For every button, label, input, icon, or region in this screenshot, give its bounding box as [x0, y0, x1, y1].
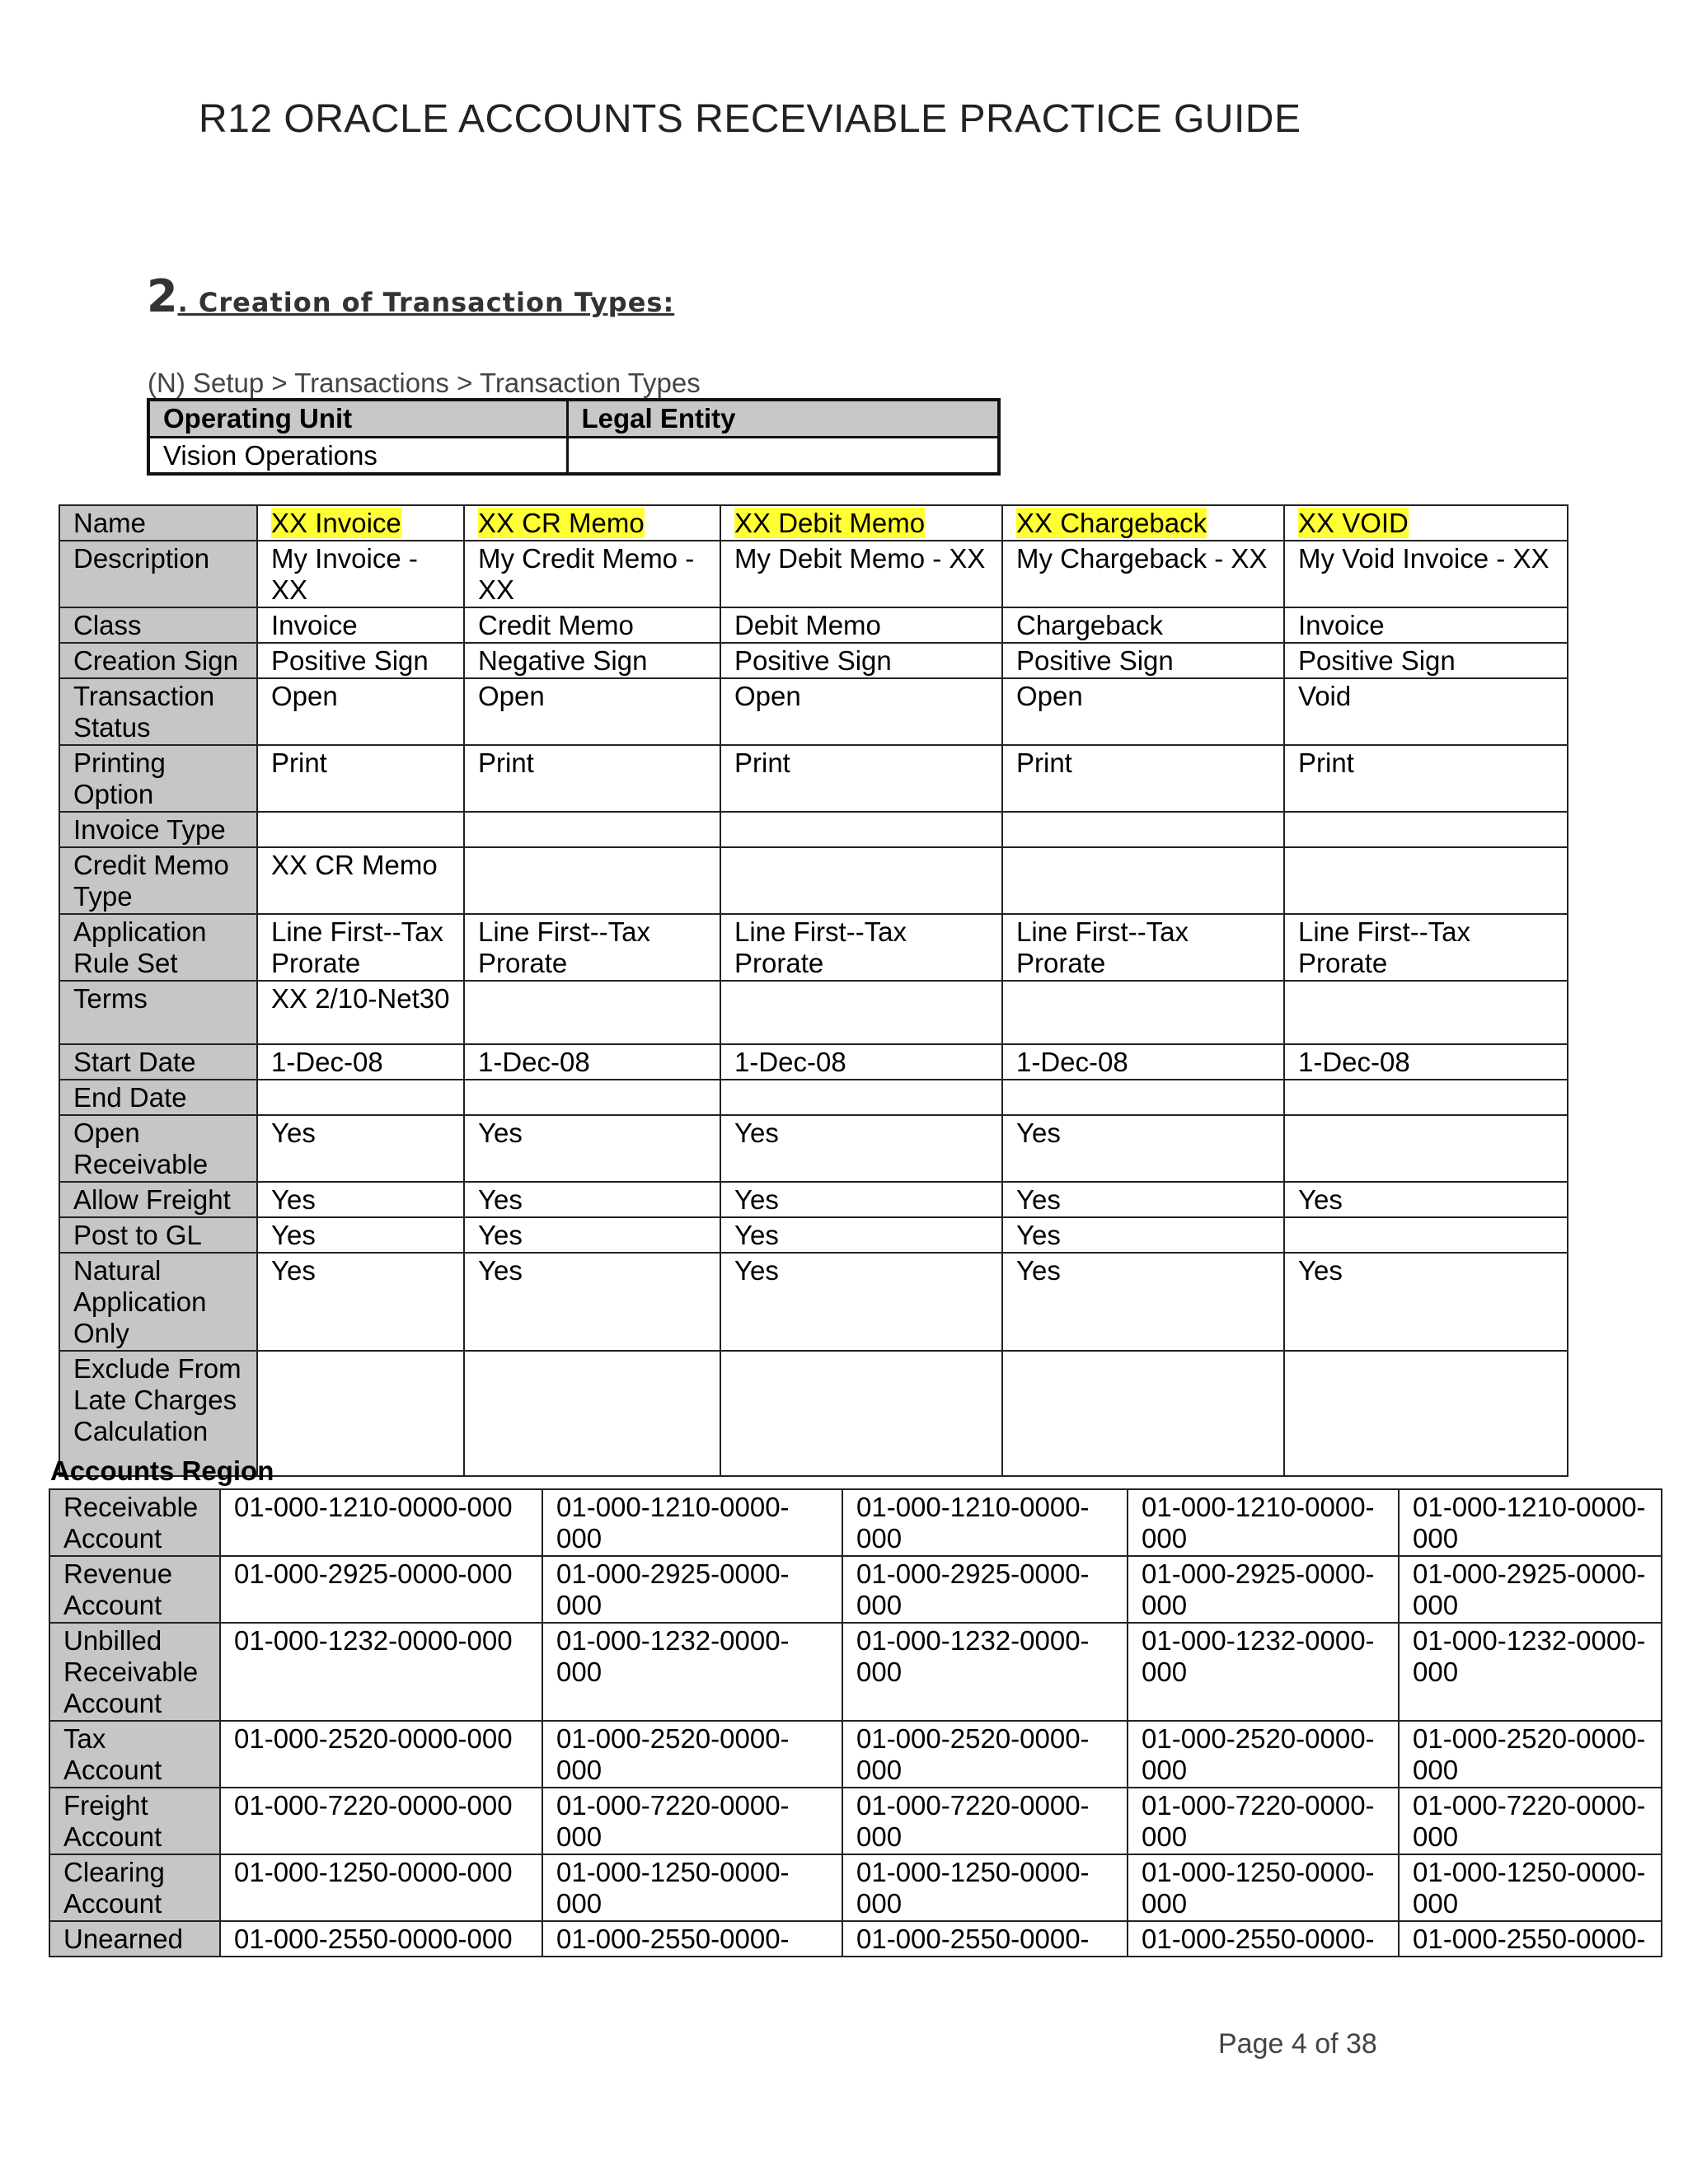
- cell: Chargeback: [1002, 607, 1284, 643]
- cell: Yes: [464, 1253, 720, 1351]
- row-label: Transaction Status: [59, 678, 257, 745]
- cell: Positive Sign: [720, 643, 1002, 678]
- transaction-type-row: [59, 812, 1568, 847]
- highlighted-name: XX Invoice: [271, 508, 401, 538]
- transaction-type-row: [59, 1044, 1568, 1080]
- cell: [720, 847, 1002, 914]
- cell: 01-000-2520-0000-000: [542, 1721, 842, 1788]
- row-label: End Date: [59, 1080, 257, 1115]
- cell: [1002, 812, 1284, 847]
- cell: Line First--Tax Prorate: [1284, 914, 1568, 981]
- cell: Line First--Tax Prorate: [257, 914, 464, 981]
- cell: Yes: [464, 1182, 720, 1217]
- cell: 01-000-1232-0000-000: [542, 1623, 842, 1721]
- cell: Yes: [464, 1115, 720, 1182]
- cell: 01-000-2925-0000-000: [220, 1556, 542, 1623]
- cell: 01-000-2520-0000-000: [220, 1721, 542, 1788]
- cell: 01-000-1210-0000-000: [842, 1489, 1128, 1556]
- transaction-type-row: [59, 643, 1568, 678]
- row-label: Credit Memo Type: [59, 847, 257, 914]
- row-label: Creation Sign: [59, 643, 257, 678]
- cell: Yes: [257, 1253, 464, 1351]
- cell: 01-000-1250-0000-000: [1128, 1854, 1399, 1921]
- cell: Yes: [720, 1115, 1002, 1182]
- cell: Yes: [1284, 1182, 1568, 1217]
- cell: Open: [1002, 678, 1284, 745]
- cell: 01-000-1250-0000-000: [1399, 1854, 1662, 1921]
- cell: 01-000-7220-0000-000: [542, 1788, 842, 1854]
- cell: [464, 981, 720, 1044]
- cell: Yes: [1002, 1182, 1284, 1217]
- cell: [464, 847, 720, 914]
- cell: Open: [720, 678, 1002, 745]
- cell: [1284, 981, 1568, 1044]
- cell: 01-000-1250-0000-000: [842, 1854, 1128, 1921]
- cell: XX 2/10-Net30: [257, 981, 464, 1044]
- cell: 01-000-1210-0000-000: [220, 1489, 542, 1556]
- cell: [257, 1080, 464, 1115]
- account-row: [49, 1788, 1662, 1854]
- row-label: Post to GL: [59, 1217, 257, 1253]
- transaction-type-row: [59, 1253, 1568, 1351]
- row-label: Receivable Account: [49, 1489, 220, 1556]
- cell: Line First--Tax Prorate: [720, 914, 1002, 981]
- cell: 01-000-1232-0000-000: [842, 1623, 1128, 1721]
- cell: 01-000-2925-0000-000: [1128, 1556, 1399, 1623]
- highlighted-name: XX CR Memo: [478, 508, 645, 538]
- account-row: [49, 1921, 1662, 1957]
- cell: Open: [464, 678, 720, 745]
- cell: 1-Dec-08: [720, 1044, 1002, 1080]
- accounts-region-label: Accounts Region: [50, 1455, 274, 1486]
- cell: 01-000-1232-0000-000: [1128, 1623, 1399, 1721]
- highlighted-name: XX Debit Memo: [734, 508, 926, 538]
- row-label: Unbilled Receivable Account: [49, 1623, 220, 1721]
- navigation-path: (N) Setup > Transactions > Transaction Types: [148, 368, 701, 398]
- cell: [1002, 981, 1284, 1044]
- cell: My Credit Memo - XX: [464, 541, 720, 607]
- highlighted-name: XX Chargeback: [1016, 508, 1207, 538]
- cell: 1-Dec-08: [1002, 1044, 1284, 1080]
- row-label: Allow Freight: [59, 1182, 257, 1217]
- cell: [464, 505, 720, 541]
- cell: Positive Sign: [257, 643, 464, 678]
- row-label: Clearing Account: [49, 1854, 220, 1921]
- cell: Positive Sign: [1002, 643, 1284, 678]
- cell: Yes: [257, 1217, 464, 1253]
- section-number: 2: [147, 270, 178, 322]
- transaction-type-row: [59, 541, 1568, 607]
- transaction-types-table: [59, 504, 1568, 1477]
- cell: [720, 981, 1002, 1044]
- cell: My Void Invoice - XX: [1284, 541, 1568, 607]
- cell: 01-000-7220-0000-000: [842, 1788, 1128, 1854]
- cell: Yes: [1002, 1217, 1284, 1253]
- row-label: Tax Account: [49, 1721, 220, 1788]
- cell: 1-Dec-08: [1284, 1044, 1568, 1080]
- cell: 01-000-1210-0000-000: [1128, 1489, 1399, 1556]
- cell: [720, 812, 1002, 847]
- cell: [1284, 847, 1568, 914]
- cell: 1-Dec-08: [464, 1044, 720, 1080]
- cell: Positive Sign: [1284, 643, 1568, 678]
- cell: Yes: [1002, 1115, 1284, 1182]
- cell: 01-000-2550-0000-: [1399, 1921, 1662, 1957]
- transaction-type-row: [59, 1182, 1568, 1217]
- cell: 01-000-7220-0000-000: [1128, 1788, 1399, 1854]
- cell: [464, 1080, 720, 1115]
- cell: Line First--Tax Prorate: [464, 914, 720, 981]
- transaction-type-row: [59, 914, 1568, 981]
- row-label: Printing Option: [59, 745, 257, 812]
- cell: 01-000-1232-0000-000: [220, 1623, 542, 1721]
- account-row: [49, 1854, 1662, 1921]
- cell: [1284, 1115, 1568, 1182]
- cell: Print: [464, 745, 720, 812]
- operating-unit-value: Vision Operations: [148, 437, 567, 474]
- row-label: Description: [59, 541, 257, 607]
- cell: Yes: [464, 1217, 720, 1253]
- section-title: . Creation of Transaction Types:: [177, 287, 675, 318]
- cell: [1284, 505, 1568, 541]
- transaction-type-row: [59, 745, 1568, 812]
- cell: Yes: [1284, 1253, 1568, 1351]
- cell: My Debit Memo - XX: [720, 541, 1002, 607]
- row-label: Exclude From Late Charges Calculation: [59, 1351, 257, 1476]
- cell: My Chargeback - XX: [1002, 541, 1284, 607]
- cell: 01-000-1232-0000-000: [1399, 1623, 1662, 1721]
- cell: [1284, 1217, 1568, 1253]
- account-row: [49, 1623, 1662, 1721]
- transaction-type-row: [59, 1351, 1568, 1476]
- legal-entity-header: Legal Entity: [567, 400, 999, 437]
- cell: Line First--Tax Prorate: [1002, 914, 1284, 981]
- cell: Yes: [720, 1217, 1002, 1253]
- cell: [257, 812, 464, 847]
- cell: 1-Dec-08: [257, 1044, 464, 1080]
- account-row: [49, 1489, 1662, 1556]
- transaction-type-row: [59, 678, 1568, 745]
- cell: Invoice: [1284, 607, 1568, 643]
- operating-unit-header: Operating Unit: [148, 400, 567, 437]
- cell: 01-000-1250-0000-000: [220, 1854, 542, 1921]
- transaction-type-row: [59, 1080, 1568, 1115]
- transaction-type-row: [59, 1217, 1568, 1253]
- cell: Print: [720, 745, 1002, 812]
- cell: 01-000-2550-0000-: [842, 1921, 1128, 1957]
- cell: XX CR Memo: [257, 847, 464, 914]
- cell: 01-000-2550-0000-: [542, 1921, 842, 1957]
- cell: [720, 1080, 1002, 1115]
- account-row: [49, 1556, 1662, 1623]
- cell: 01-000-2550-0000-000: [220, 1921, 542, 1957]
- cell: [257, 505, 464, 541]
- cell: [464, 812, 720, 847]
- cell: Print: [1002, 745, 1284, 812]
- row-label: Start Date: [59, 1044, 257, 1080]
- cell: Invoice: [257, 607, 464, 643]
- transaction-type-row: [59, 847, 1568, 914]
- cell: [720, 505, 1002, 541]
- row-label: Terms: [59, 981, 257, 1044]
- cell: [1002, 505, 1284, 541]
- cell: Open: [257, 678, 464, 745]
- highlighted-name: XX VOID: [1298, 508, 1409, 538]
- cell: Debit Memo: [720, 607, 1002, 643]
- cell: [1002, 847, 1284, 914]
- cell: 01-000-2520-0000-000: [842, 1721, 1128, 1788]
- cell: 01-000-2520-0000-000: [1399, 1721, 1662, 1788]
- cell: Yes: [1002, 1253, 1284, 1351]
- cell: Print: [1284, 745, 1568, 812]
- page-number: Page 4 of 38: [1218, 2028, 1377, 2060]
- section-heading: [147, 270, 674, 322]
- row-label: Revenue Account: [49, 1556, 220, 1623]
- cell: Void: [1284, 678, 1568, 745]
- row-label: Application Rule Set: [59, 914, 257, 981]
- row-label: Invoice Type: [59, 812, 257, 847]
- cell: 01-000-2925-0000-000: [1399, 1556, 1662, 1623]
- cell: 01-000-1210-0000-000: [542, 1489, 842, 1556]
- cell: 01-000-2520-0000-000: [1128, 1721, 1399, 1788]
- cell: 01-000-2550-0000-: [1128, 1921, 1399, 1957]
- row-label: Open Receivable: [59, 1115, 257, 1182]
- cell: [257, 1351, 464, 1476]
- cell: 01-000-1250-0000-000: [542, 1854, 842, 1921]
- cell: [1284, 1351, 1568, 1476]
- cell: Yes: [720, 1182, 1002, 1217]
- row-label: Natural Application Only: [59, 1253, 257, 1351]
- row-label: Class: [59, 607, 257, 643]
- cell: Print: [257, 745, 464, 812]
- cell: Credit Memo: [464, 607, 720, 643]
- row-label: Unearned: [49, 1921, 220, 1957]
- cell: [720, 1351, 1002, 1476]
- cell: 01-000-7220-0000-000: [1399, 1788, 1662, 1854]
- cell: Negative Sign: [464, 643, 720, 678]
- cell: Yes: [257, 1115, 464, 1182]
- transaction-type-row: [59, 607, 1568, 643]
- cell: 01-000-1210-0000-000: [1399, 1489, 1662, 1556]
- row-label: Name: [59, 505, 257, 541]
- legal-entity-value: [567, 437, 999, 474]
- cell: Yes: [720, 1253, 1002, 1351]
- cell: [1002, 1351, 1284, 1476]
- cell: [1284, 812, 1568, 847]
- cell: My Invoice - XX: [257, 541, 464, 607]
- row-label: Freight Account: [49, 1788, 220, 1854]
- cell: [1284, 1080, 1568, 1115]
- cell: 01-000-7220-0000-000: [220, 1788, 542, 1854]
- cell: 01-000-2925-0000-000: [542, 1556, 842, 1623]
- cell: [464, 1351, 720, 1476]
- transaction-type-row: [59, 981, 1568, 1044]
- transaction-type-row: [59, 1115, 1568, 1182]
- transaction-type-row: [59, 505, 1568, 541]
- cell: 01-000-2925-0000-000: [842, 1556, 1128, 1623]
- accounts-region-table: [49, 1488, 1662, 1957]
- account-row: [49, 1721, 1662, 1788]
- document-title: R12 ORACLE ACCOUNTS RECEVIABLE PRACTICE GUIDE: [199, 97, 1301, 141]
- cell: Yes: [257, 1182, 464, 1217]
- cell: [1002, 1080, 1284, 1115]
- operating-unit-table: [147, 398, 1001, 476]
